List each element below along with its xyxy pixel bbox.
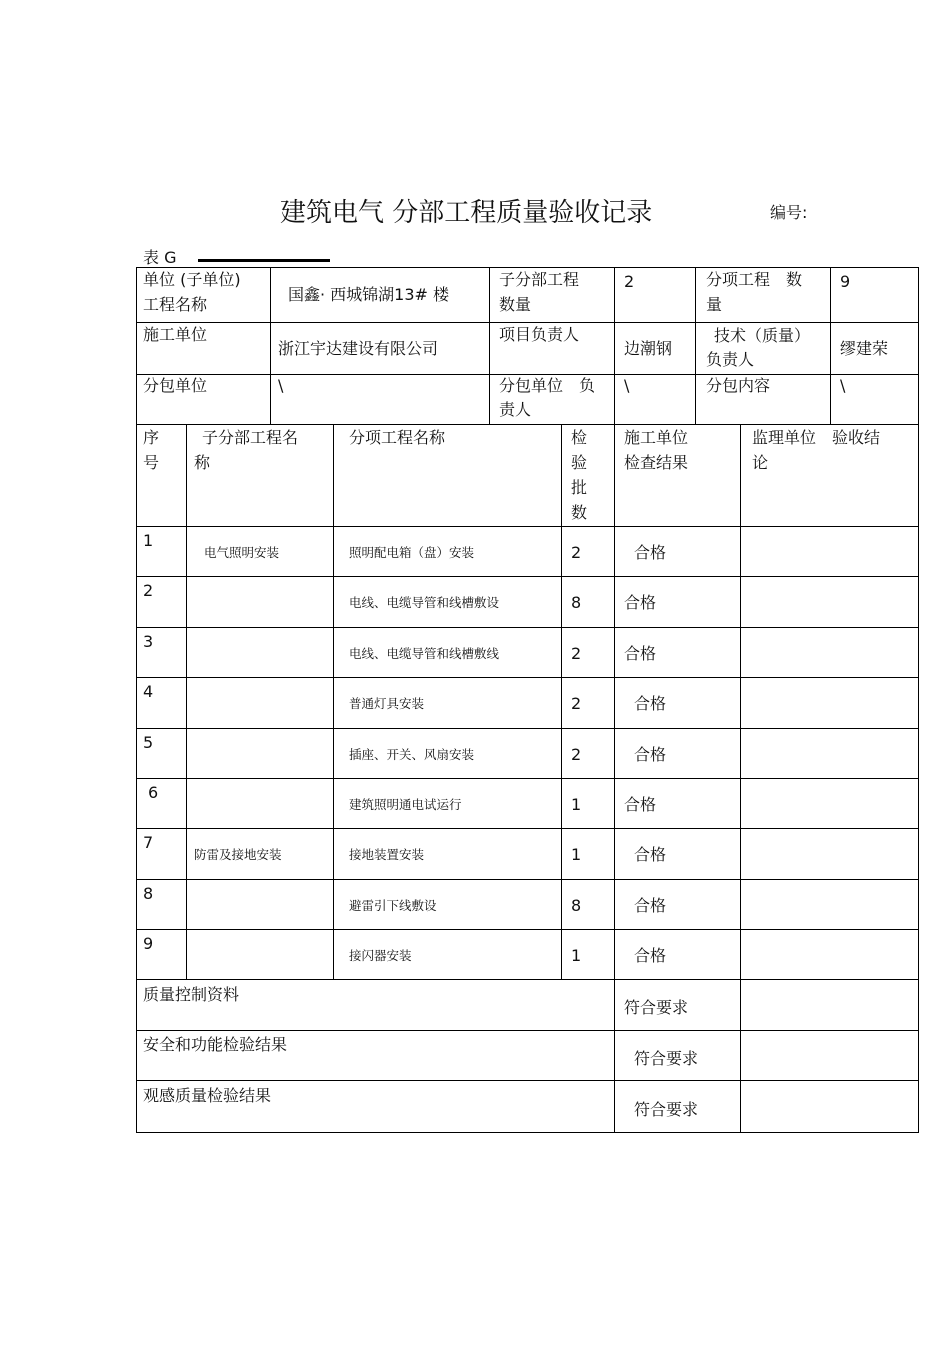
table-rule-horizontal — [136, 778, 919, 779]
row-batch-count: 2 — [571, 543, 582, 562]
col-header-no-1: 序 — [143, 428, 160, 447]
sub-pm-label-1: 分包单位 负 — [499, 376, 596, 395]
unit-name-value: 国鑫· 西城锦湖13# 楼 — [288, 285, 450, 304]
table-rule-horizontal — [136, 526, 919, 527]
constructor-label: 施工单位 — [143, 325, 208, 344]
table-rule-vertical — [333, 424, 334, 980]
table-rule-horizontal — [136, 576, 919, 577]
row-number: 6 — [148, 783, 159, 802]
col-header-supervise-2: 论 — [752, 453, 769, 472]
row-number: 8 — [143, 884, 154, 903]
col-header-sub-name-1: 子分部工程名 — [202, 428, 299, 447]
row-item-name: 普通灯具安装 — [349, 696, 425, 711]
row-batch-count: 1 — [571, 946, 582, 965]
col-header-no-2: 号 — [143, 453, 160, 472]
table-rule-horizontal — [136, 728, 919, 729]
col-header-batch-1: 检 — [571, 428, 588, 447]
col-header-supervise-1: 监理单位 验收结 — [752, 428, 881, 447]
table-rule-vertical — [830, 267, 831, 425]
table-rule-horizontal — [136, 879, 919, 880]
tech-lead-label-1: 技术（质量） — [714, 326, 811, 345]
table-rule-horizontal — [136, 267, 919, 268]
col-header-batch-2: 验 — [571, 453, 588, 472]
sub-pm-value: \ — [624, 376, 630, 395]
summary-result-safety: 符合要求 — [634, 1049, 699, 1068]
table-rule-horizontal — [136, 979, 919, 980]
sub-division-count-label-2: 数量 — [499, 295, 532, 314]
summary-label-quality: 质量控制资料 — [143, 985, 240, 1004]
item-count-label-1: 分项工程 数 — [706, 270, 803, 289]
table-label: 表 G — [143, 248, 177, 267]
table-rule-horizontal — [136, 929, 919, 930]
row-batch-count: 2 — [571, 745, 582, 764]
item-count-label-2: 量 — [706, 295, 723, 314]
sub-division-count-label-1: 子分部工程 — [499, 270, 580, 289]
row-check-result: 合格 — [624, 795, 657, 814]
sub-division-count-value: 2 — [624, 272, 635, 291]
table-rule-vertical — [561, 424, 562, 980]
row-item-name: 避雷引下线敷设 — [349, 898, 437, 913]
record-number-label: 编号: — [770, 203, 808, 222]
row-item-name: 插座、开关、风扇安装 — [349, 747, 475, 762]
col-header-check-2: 检查结果 — [624, 453, 689, 472]
table-rule-horizontal — [136, 322, 919, 323]
row-number: 9 — [143, 934, 154, 953]
table-rule-horizontal — [136, 1030, 919, 1031]
table-rule-vertical — [489, 267, 490, 425]
table-rule-vertical — [695, 267, 696, 425]
row-batch-count: 2 — [571, 644, 582, 663]
table-rule-horizontal — [136, 828, 919, 829]
table-rule-horizontal — [136, 1132, 919, 1133]
row-check-result: 合格 — [624, 593, 657, 612]
table-rule-vertical — [614, 267, 615, 425]
row-number: 3 — [143, 632, 154, 651]
project-manager-value: 边潮钢 — [624, 339, 673, 358]
row-check-result: 合格 — [634, 745, 667, 764]
row-check-result: 合格 — [634, 694, 667, 713]
table-number-underline — [198, 259, 330, 262]
row-sub-division-name: 电气照明安装 — [204, 545, 280, 560]
summary-label-appearance: 观感质量检验结果 — [143, 1086, 272, 1105]
col-header-batch-3: 批 — [571, 478, 588, 497]
table-rule-vertical — [740, 424, 741, 1133]
subcontractor-label: 分包单位 — [143, 376, 208, 395]
table-rule-horizontal — [136, 424, 919, 425]
row-item-name: 接闪器安装 — [349, 948, 412, 963]
col-header-sub-name-2: 称 — [194, 453, 211, 472]
table-rule-vertical — [270, 267, 271, 425]
row-sub-division-name: 防雷及接地安装 — [194, 847, 282, 862]
unit-name-label-1: 单位 (子单位) — [143, 270, 241, 289]
row-batch-count: 1 — [571, 845, 582, 864]
table-rule-vertical — [614, 424, 615, 1133]
row-item-name: 电线、电缆导管和线槽敷线 — [349, 646, 500, 661]
row-check-result: 合格 — [634, 845, 667, 864]
tech-lead-label-2: 负责人 — [706, 350, 755, 369]
row-number: 1 — [143, 531, 154, 550]
summary-label-safety: 安全和功能检验结果 — [143, 1035, 288, 1054]
col-header-check-1: 施工单位 — [624, 428, 689, 447]
table-rule-horizontal — [136, 374, 919, 375]
row-item-name: 照明配电箱（盘）安装 — [349, 545, 475, 560]
table-rule-horizontal — [136, 627, 919, 628]
page-title: 建筑电气 分部工程质量验收记录 — [280, 198, 653, 228]
row-number: 2 — [143, 581, 154, 600]
tech-lead-value: 缪建荣 — [840, 339, 889, 358]
project-manager-label: 项目负责人 — [499, 325, 580, 344]
sub-content-value: \ — [840, 376, 846, 395]
row-check-result: 合格 — [634, 543, 667, 562]
item-count-value: 9 — [840, 272, 851, 291]
row-batch-count: 2 — [571, 694, 582, 713]
table-rule-horizontal — [136, 677, 919, 678]
row-batch-count: 8 — [571, 896, 582, 915]
constructor-value: 浙江宇达建设有限公司 — [278, 339, 439, 358]
sub-pm-label-2: 责人 — [499, 400, 532, 419]
sub-content-label: 分包内容 — [706, 376, 771, 395]
summary-result-quality: 符合要求 — [624, 998, 689, 1017]
table-rule-vertical — [136, 267, 137, 1133]
subcontractor-value: \ — [278, 376, 284, 395]
col-header-item-name: 分项工程名称 — [349, 428, 446, 447]
table-rule-vertical — [918, 267, 919, 1133]
row-batch-count: 1 — [571, 795, 582, 814]
summary-result-appearance: 符合要求 — [634, 1100, 699, 1119]
row-check-result: 合格 — [624, 644, 657, 663]
row-check-result: 合格 — [634, 946, 667, 965]
row-item-name: 建筑照明通电试运行 — [349, 797, 462, 812]
table-rule-horizontal — [136, 1080, 919, 1081]
unit-name-label-2: 工程名称 — [143, 295, 208, 314]
row-check-result: 合格 — [634, 896, 667, 915]
row-batch-count: 8 — [571, 593, 582, 612]
row-number: 5 — [143, 733, 154, 752]
row-item-name: 电线、电缆导管和线槽敷设 — [349, 595, 500, 610]
col-header-batch-4: 数 — [571, 503, 588, 522]
row-number: 7 — [143, 833, 154, 852]
row-number: 4 — [143, 682, 154, 701]
table-rule-vertical — [186, 424, 187, 980]
row-item-name: 接地装置安装 — [349, 847, 425, 862]
